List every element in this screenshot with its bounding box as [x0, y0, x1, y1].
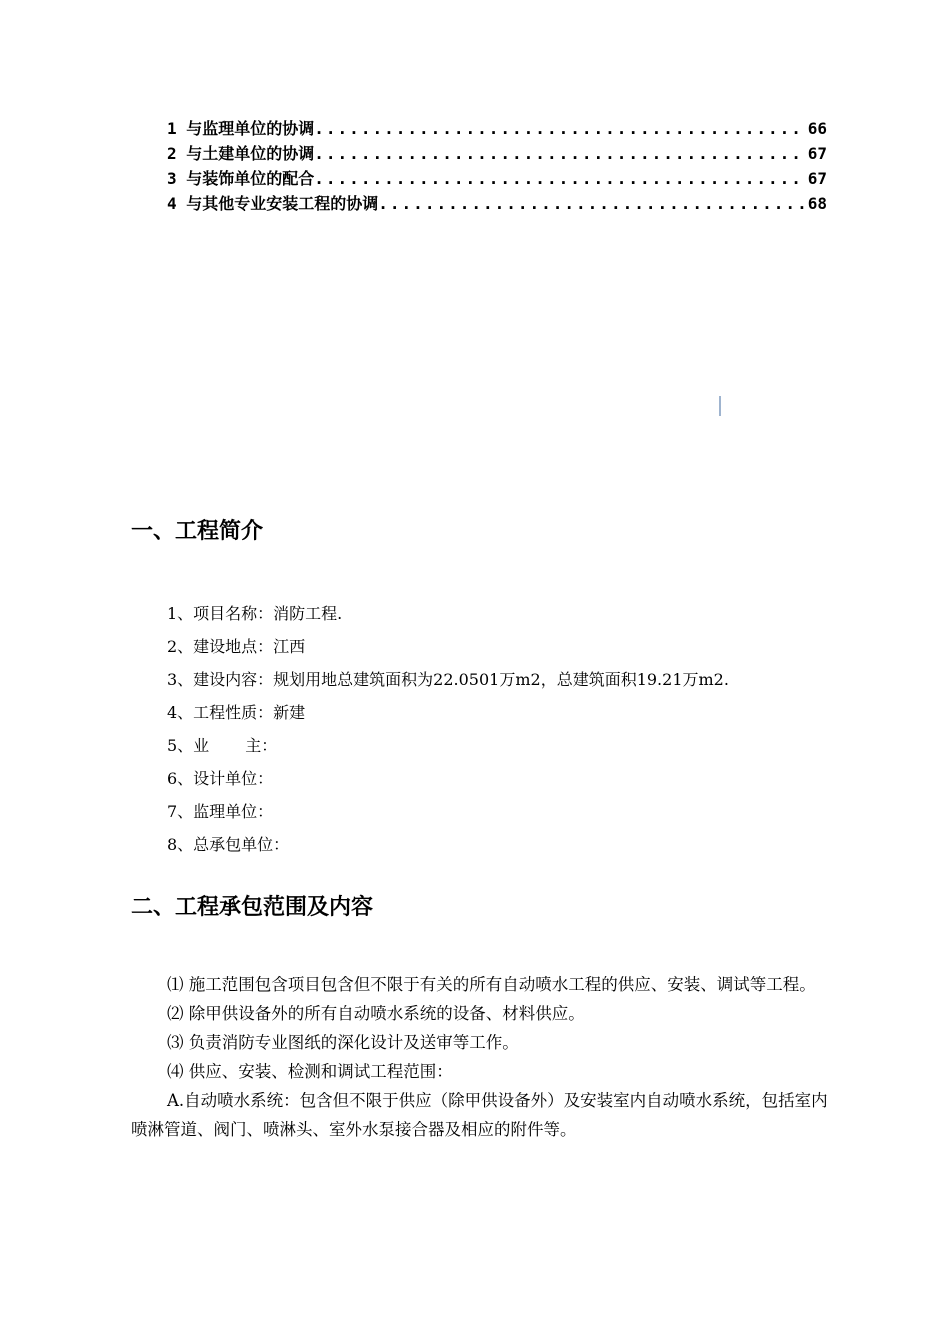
- info-item-general-contractor: 8、总承包单位：: [167, 835, 290, 854]
- scope-paragraph-4: ⑷ 供应、安装、检测和调试工程范围：: [167, 1062, 453, 1081]
- toc-entry-label: 4 与其他专业安装工程的协调: [167, 194, 379, 213]
- section-heading-contract-scope: 二、工程承包范围及内容: [131, 895, 374, 920]
- scope-paragraph-3: ⑶ 负责消防专业图纸的深化设计及送审等工作。: [167, 1033, 519, 1052]
- scope-paragraph-2: ⑵ 除甲供设备外的所有自动喷水系统的设备、材料供应。: [167, 1004, 585, 1023]
- text-cursor: [719, 396, 721, 416]
- toc-page-number: 68: [807, 194, 827, 213]
- toc-page-number: 67: [807, 169, 827, 188]
- info-item-owner: [167, 732, 867, 765]
- toc-page-number: 66: [807, 119, 827, 138]
- info-item-supervision-unit: 7、监理单位：: [167, 802, 274, 821]
- toc-dot-leader: [314, 169, 805, 188]
- scope-paragraph-5: A.自动喷水系统：包含但不限于供应（除甲供设备外）及安装室内自动喷水系统，包括室内喷淋管道、阀门、喷淋头、室外水泵接合器及相应的附件等。: [131, 1091, 828, 1139]
- project-info-list: [167, 600, 867, 864]
- info-item-owner-label: 5、业: [167, 736, 210, 755]
- info-item-design-unit: 6、设计单位：: [167, 769, 274, 788]
- info-item-content: 3、建设内容：规划用地总建筑面积为22.0501万m2，总建筑面积19.21万m2.: [167, 670, 729, 689]
- toc-entry-2[interactable]: [167, 141, 827, 166]
- info-item-nature: 4、工程性质：新建: [167, 703, 306, 722]
- toc-dot-leader: [378, 194, 805, 213]
- info-item-location: 2、建设地点：江西: [167, 637, 306, 656]
- scope-paragraph-1: ⑴ 施工范围包含项目包含但不限于有关的所有自动喷水工程的供应、安装、调试等工程。: [167, 975, 816, 994]
- toc-dot-leader: [314, 144, 805, 163]
- table-of-contents: [167, 116, 827, 216]
- toc-dot-leader: [314, 119, 805, 138]
- toc-entry-3[interactable]: [167, 166, 827, 191]
- info-item-project-name: 1、项目名称：消防工程.: [167, 604, 343, 623]
- toc-entry-1[interactable]: [167, 116, 827, 141]
- info-item-owner-suffix: 主：: [245, 736, 278, 755]
- section-heading-project-overview: 一、工程简介: [131, 519, 264, 544]
- toc-entry-label: 1 与监理单位的协调: [167, 119, 315, 138]
- toc-page-number: 67: [807, 144, 827, 163]
- contract-scope-body: [131, 970, 831, 1144]
- toc-entry-4[interactable]: [167, 191, 827, 216]
- toc-entry-label: 2 与土建单位的协调: [167, 144, 315, 163]
- toc-entry-label: 3 与装饰单位的配合: [167, 169, 315, 188]
